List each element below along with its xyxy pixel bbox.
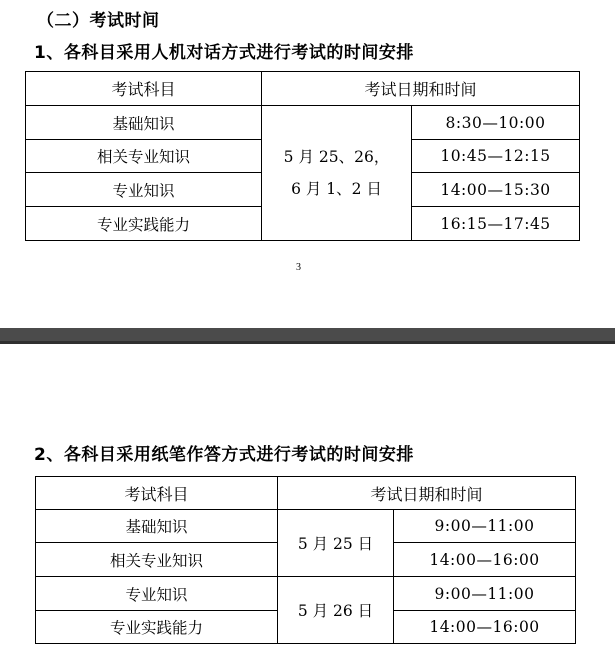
page-number: 3: [296, 262, 301, 273]
subject-cell: 相关专业知识: [36, 543, 278, 577]
column-header-subject: 考试科目: [26, 72, 262, 106]
subject-cell: 专业实践能力: [26, 207, 262, 241]
time-cell: 9:00—11:00: [394, 577, 576, 611]
time-cell: 9:00—11:00: [394, 510, 576, 543]
computer-exam-schedule-table: [25, 71, 580, 241]
date-cell: 5 月 25 日: [278, 510, 394, 577]
subject-cell: 专业知识: [36, 577, 278, 611]
part1-heading: 1、各科目采用人机对话方式进行考试的时间安排: [34, 43, 414, 63]
time-cell: 8:30—10:00: [412, 106, 580, 140]
table-header-row: [36, 477, 576, 510]
paper-exam-schedule-table: [35, 476, 576, 644]
time-cell: 14:00—16:00: [394, 611, 576, 644]
time-cell: 16:15—17:45: [412, 207, 580, 241]
subject-cell: 相关专业知识: [26, 140, 262, 173]
section-title: （二）考试时间: [37, 11, 160, 31]
part2-heading: 2、各科目采用纸笔作答方式进行考试的时间安排: [34, 445, 414, 465]
page-separator: [0, 328, 615, 344]
subject-cell: 专业实践能力: [36, 611, 278, 644]
time-cell: 14:00—15:30: [412, 173, 580, 207]
column-header-datetime: 考试日期和时间: [262, 72, 580, 106]
table-header-row: [26, 72, 580, 106]
time-cell: 10:45—12:15: [412, 140, 580, 173]
table-row: [36, 577, 576, 611]
column-header-datetime: 考试日期和时间: [278, 477, 576, 510]
table-row: [26, 106, 580, 140]
subject-cell: 基础知识: [26, 106, 262, 140]
column-header-subject: 考试科目: [36, 477, 278, 510]
subject-cell: 专业知识: [26, 173, 262, 207]
time-cell: 14:00—16:00: [394, 543, 576, 577]
date-line: 6 月 1、2 日: [291, 180, 382, 198]
subject-cell: 基础知识: [36, 510, 278, 543]
table-row: [36, 510, 576, 543]
date-cell: 5 月 26 日: [278, 577, 394, 644]
date-line: 5 月 25、26，: [283, 148, 390, 166]
date-cell: [262, 106, 412, 241]
